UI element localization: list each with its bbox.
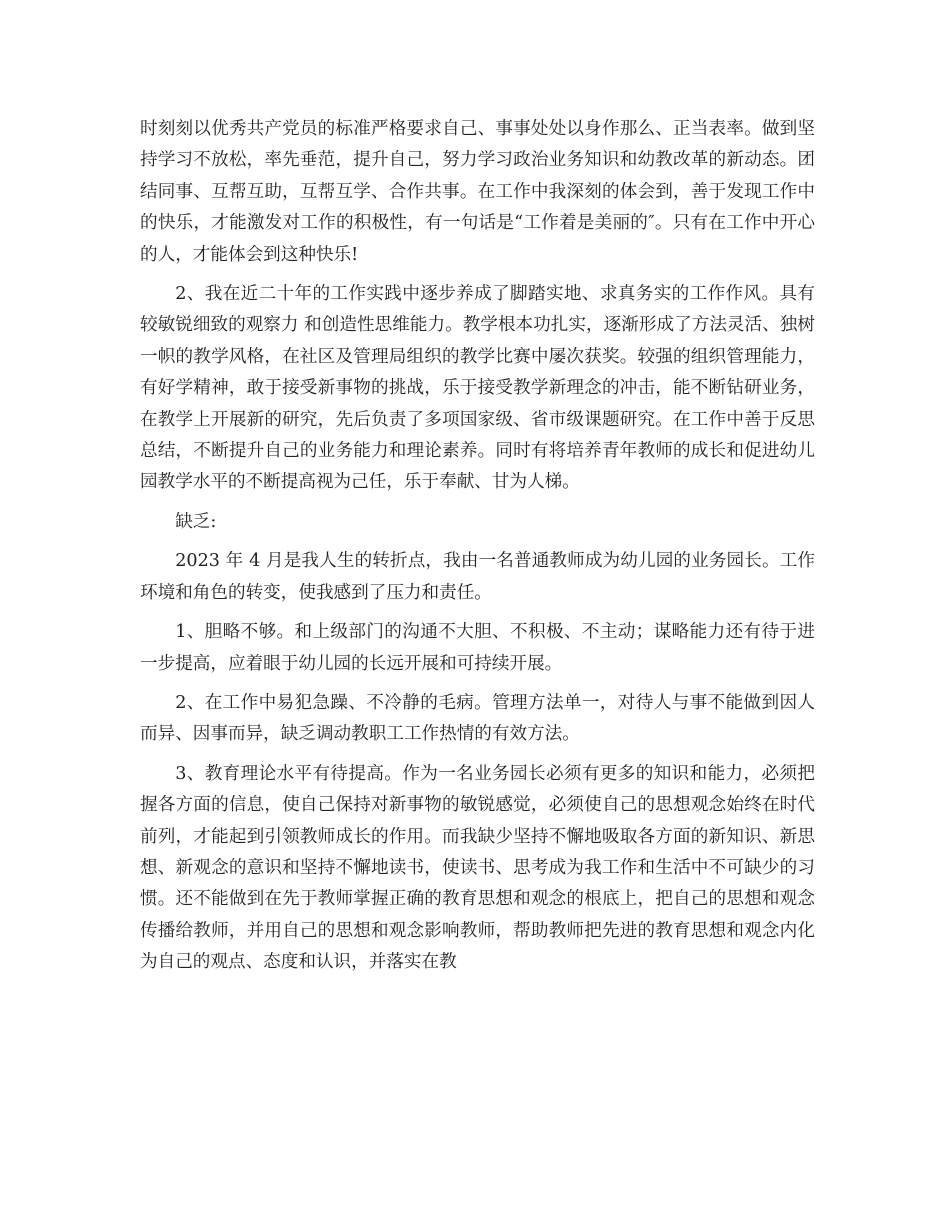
paragraph-continuation: 时刻刻以优秀共产党员的标准严格要求自己、事事处处以身作那么、正当表率。做到坚持学习不放松，率先垂范，提升自己，努力学习政治业务知识和幼教改革的新动态。团结同事、互帮互助，互帮互学、合作共事。在工作中我深刻的体会到，善于发现工作中的快乐，才能激发对工作的积极性，有一句话是“工作着是美丽的″。只有在工作中开心的人，才能体会到这种快乐! — [140, 119, 815, 265]
paragraph-shortcoming-1: 1、胆略不够。和上级部门的沟通不大胆、不积极、不主动；谋略能力还有待于进一步提高，应着眼于幼儿园的长远开展和可持续开展。 — [140, 622, 815, 674]
paragraph-turning-point: 2023 年 4 月是我人生的转折点，我由一名普通教师成为幼儿园的业务园长。工作环境和角色的转变，使我感到了压力和责任。 — [140, 551, 815, 603]
paragraph-strength-2: 2、我在近二十年的工作实践中逐步养成了脚踏实地、求真务实的工作作风。具有较敏锐细致的观察力 和创造性思维能力。教学根本功扎实，逐渐形成了方法灵活、独树一帜的教学风格，在社区及管理局组织的教学比赛中屡次获奖。较强的组织管理能力， 有好学精神，敢于接受新事物的挑战，乐于接受教学新理念的冲击，能不断钻研业务，在教学上开展新的研究，先后负责了多项国家级、省市级课题研究。在工作中善于反思总结，不断提升自己的业务能力和理论素养。同时有将培养青年教师的成长和促进幼儿园教学水平的不断提高视为己任，乐于奉献、甘为人梯。 — [140, 284, 815, 493]
paragraph-shortcoming-2: 2、在工作中易犯急躁、不冷静的毛病。管理方法单一，对待人与事不能做到因人而异、因事而异，缺乏调动教职工工作热情的有效方法。 — [140, 692, 815, 745]
document-body — [140, 114, 815, 979]
paragraph-shortcoming-3: 3、教育理论水平有待提高。作为一名业务园长必须有更多的知识和能力，必须把握各方面的信息，使自己保持对新事物的敏锐感觉，必须使自己的思想观念始终在时代前列，才能起到引领教师成长的作用。而我缺少坚持不懈地吸取各方面的新知识、新思想、新观念的意识和坚持不懈地读书，使读书、思考成为我工作和生活中不可缺少的习惯。还不能做到在先于教师掌握正确的教育思想和观念的根底上，把自己的思想和观念传播给教师，并用自己的思想和观念影响教师，帮助教师把先进的教育思想和观念内化为自己的观点、态度和认识，并落实在教 — [140, 763, 815, 973]
section-heading-shortcomings: 缺乏: — [175, 511, 217, 532]
